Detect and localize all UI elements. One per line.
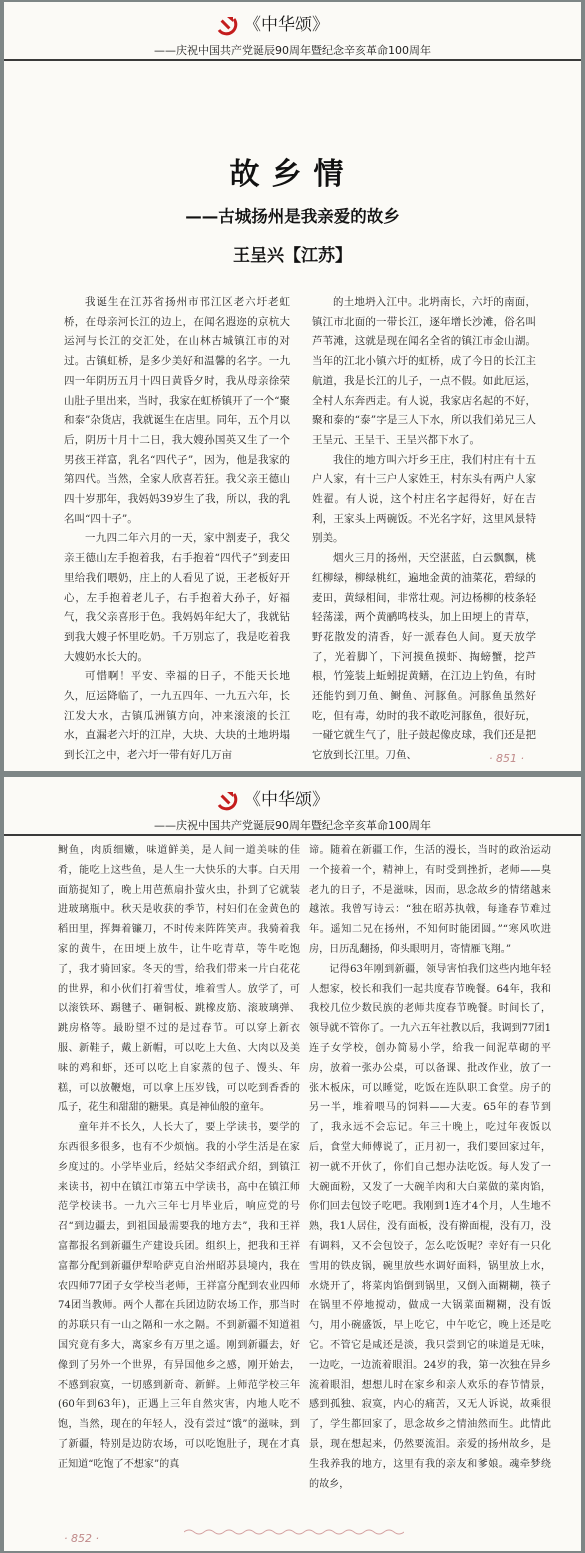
page-number: · 851 · xyxy=(489,752,524,765)
text-column-right xyxy=(309,841,551,1494)
article-title: 故乡情 xyxy=(229,157,356,192)
decorative-wave-icon xyxy=(184,1528,404,1536)
magazine-page-851 xyxy=(4,2,581,771)
header-rule xyxy=(4,834,581,836)
magazine-page-852 xyxy=(4,777,581,1551)
magazine-subtitle: ——庆祝中国共产党诞辰90周年暨纪念辛亥革命100周年 xyxy=(154,819,431,832)
paragraph: 谛。随着在新疆工作，生活的漫长，当时的政治运动一个接着一个，精神上，有时受到挫折，老师——臭老九的日子，不是滋味，因而，思念故乡的情绪越来越浓。我曾写诗云：“独在昭苏执戟，每逢春节难过年。遥知二兄在扬州，不知何时能团圆。”“寒风吹进房，日历乱翻扬，仰头眼明月，寄情雁飞翔。” xyxy=(309,845,551,955)
paragraph: 的土地坍入江中。北坍南长，六圩的南面，镇江市北面的一带长江，逐年增长沙滩，俗名叫芦苇滩，这就是现在闻名全省的镇江市金山湖。当年的江北小镇六圩的虹桥，成了今日的长江主航道，我是长江的儿子，一点不假。如此厄运，全村人东奔西走。有人说，我家店名起的不好，聚和泰的“泰”字是三人下水，所以我们弟兄三人王呈元、王呈干、王呈兴都下水了。 xyxy=(312,296,536,446)
page-number-value: 851 xyxy=(496,752,517,765)
magazine-title: 《中华颂》 xyxy=(244,790,329,810)
article-subtitle: ——古城扬州是我亲爱的故乡 xyxy=(185,207,400,226)
article-author: 王呈兴【江苏】 xyxy=(233,246,352,266)
paragraph: 我住的地方叫六圩乡王庄，我们村庄有十五户人家，有十三户人家姓王，村东头有两户人家姓翟。有人说，这个村庄名字起得好，好在吉利，王家头上两碗饭。不光名字好，这里风景特别美。 xyxy=(312,453,536,545)
paragraph: 记得63年刚到新疆，领导害怕我们这些内地年轻人想家，校长和我们一起共度春节晚餐。64年，我和我校几位少数民族的老师共度春节晚餐。时间长了，领导就不管你了。一九六五年社教以后，我调到77团1连子女学校，创办简易小学，给我一间泥草砌的平房，放着一张办公桌，可以备课、批改作业，放了一张木板床，可以睡觉，吃饭在连队职工食堂。房子的另一半，堆着喂马的饲料——大麦。65年的春节到了，我永远不会忘记。年三十晚上，吃过年夜饭以后，食堂大师傅说了，正月初一，我们要回家过年，初一就不开伙了，你们自己想办法吃饭。每人发了一大碗面粉，又发了一大碗羊肉和大白菜做的菜肉馅，你们回去包饺子吃吧。我刚到1连才4个月，人生地不熟，我1人居住，没有面板，没有擀面棍，没有刀，没有调料，又不会包饺子，怎么吃饭呢？幸好有一只化雪用的铁皮锅，碗里放些水调好面料，锅里放上水，水烧开了，将菜肉馅倒到锅里，又倒入面糊糊，筷子在锅里不停地搅动，做成一大锅菜面糊糊，没有饭勺，用小碗盛饭，早上吃它，中午吃它，晚上还是吃它。不管它是咸还是淡，我只尝到它的味道是无味，一边吃，一边流着眼泪。24岁的我，第一次独在异乡流着眼泪，想想儿时在家乡和亲人欢乐的春节情景，感到孤独、寂寞，内心的痛苦，又无人诉说，故乘很了，学生都回家了，思念故乡之情油然而生。此情此景，现在想起来，仍然要流泪。亲爱的扬州故乡，是生我养我的地方，这里有我的亲友和爹娘。魂牵梦绕的故乡， xyxy=(309,963,551,1490)
paragraph: 可惜啊！平安、幸福的日子，不能天长地久，厄运降临了，一九五四年、一九五六年，长江发大水，古镇瓜洲镇方向，冲来滚滚的长江水，直漏老六圩的江岸，大块、大块的土地坍塌到长江之中，老六圩一带有好几万亩 xyxy=(64,670,290,762)
text-column-left xyxy=(58,841,300,1475)
page-header xyxy=(4,777,581,837)
party-emblem-icon xyxy=(216,789,238,811)
text-column-left xyxy=(64,293,290,766)
text-column-right xyxy=(312,293,536,766)
party-emblem-icon xyxy=(216,14,238,36)
paragraph: 童年并不长久，人长大了，要上学读书，要学的东西很多很多，也有不少烦恼。我的小学生活是在家乡度过的。小学毕业后，经姑父李绍武介绍，到镇江来读书，初中在镇江市第五中学读书，高中在镇江师范学校读书。一九六三年七月毕业后，响应党的号召“到边疆去，到祖国最需要我的地方去”，我和王祥富都报名到新疆生产建设兵团。组织上，把我和王祥富都分配到新疆伊犁哈萨克自治州昭苏县境内，我在农四师77团子女学校当老师，王祥富分配到农业四师74团当教师。两个人都在兵团边防农场工作，那当时的苏联只有一山之隔和一水之隔。不到新疆不知道祖国究竟有多大，离家乡有万里之遥。刚到新疆去，好像到了另外一个世界，有异国他乡之感，刚开始去，不感到寂寞，一切感到新奇、新鲜。上师范学校三年(60年到63年)，正遇上三年自然灾害，内地人吃不饱，当然，现在的年轻人，没有尝过“饿”的滋味，到了新疆，特别是边防农场，可以吃饱肚子，现在才真正知道“吃饱了不想家”的真 xyxy=(58,1122,300,1470)
paragraph: 鲥鱼，肉质细嫩，味道鲜美，是人间一道美味的佳肴，能吃上这些鱼，是人生一大快乐的大事。白天用面筋捉知了，晚上用芭蕉扇扑萤火虫，扑到了它就装进玻璃瓶中。秋天是收获的季节，村妇们在金黄色的稻田里，挥舞着镰刀，不时传来阵阵笑声。我骑着我家的黄牛，在田埂上放牛，让牛吃青草，等牛吃饱了，我才骑回家。冬天的雪，给我们带来一片白花花的世界，和小伙们打着雪仗，堆着雪人。放学了，可以滚铁环、踢毽子、砸铜板、跳橡皮筋、滚玻璃弹、跳房格等。最盼望不过的是过春节。可以穿上新衣服、新鞋子，戴上新帽，可以吃上大鱼、大肉以及美味的鸡和虾，还可以吃上自家蒸的包子、馒头、年糕，可以放鞭炮，可以拿上压岁钱，可以吃到香香的瓜子，花生和甜甜的糖果。真是神仙般的童年。 xyxy=(58,845,300,1114)
page-header xyxy=(4,2,581,62)
page-number: · 852 · xyxy=(64,1532,99,1545)
magazine-title: 《中华颂》 xyxy=(244,15,329,35)
header-rule xyxy=(4,59,581,61)
paragraph: 我诞生在江苏省扬州市邗江区老六圩老虹桥，在母亲河长江的边上，在闻名遐迩的京杭大运河与长江的交汇处，在山林古城镇江市的对过。古镇虹桥，是多少美好和温馨的名字。一九四一年阴历五月十四日黄昏夕时，我从母亲徐荣山肚子里出来，当时，我家在虹桥镇开了一个“聚和泰”杂货店，我就诞生在店里。同年，五个月以后，阴历十月十二日，我大嫂孙国英又生了一个男孩王祥富，乳名“四代子”，因为，他是我家的第四代。当然，全家人欣喜若狂。我父亲王德山四十岁那年，我妈妈39岁生了我，所以，我的乳名叫“四十子”。 xyxy=(64,296,290,525)
magazine-subtitle: ——庆祝中国共产党诞辰90周年暨纪念辛亥革命100周年 xyxy=(154,44,431,57)
paragraph: 烟火三月的扬州，天空湛蓝，白云飘飘，桃红柳绿，柳绿桃红，遍地金黄的油菜花，碧绿的麦田，黄绿相间，非常壮观。河边杨柳的枝条轻轻荡漾，两个黄鹂鸣枝头，加上田埂上的青草，野花散发的清香，好一派春色人间。夏天放学了，光着脚丫，下河摸鱼摸虾、掏螃蟹，挖芦根，竹笼装上蚯蚓捉黄鳝，在江边上钓鱼，有时还能钓到刀鱼、鲥鱼、河豚鱼。河豚鱼虽然好吃，但有毒，幼时的我不敢吃河豚鱼，很好玩，一碰它就生气了，肚子鼓起像皮球，我们还是把它放到长江里。刀鱼、 xyxy=(312,552,536,762)
page-number-value: 852 xyxy=(71,1532,92,1545)
paragraph: 一九四二年六月的一天，家中割麦子，我父亲王德山左手抱着我，右手抱着“四代子”到麦田里给我们喂奶，庄上的人看见了说，王老板好开心，左手抱着老儿子，右手抱着大孙子，好福气，我父亲喜形于色。我妈妈年纪大了，我就钻到我大嫂子怀里吃奶。千万别忘了，我是吃着我大嫂奶水长大的。 xyxy=(64,532,290,663)
